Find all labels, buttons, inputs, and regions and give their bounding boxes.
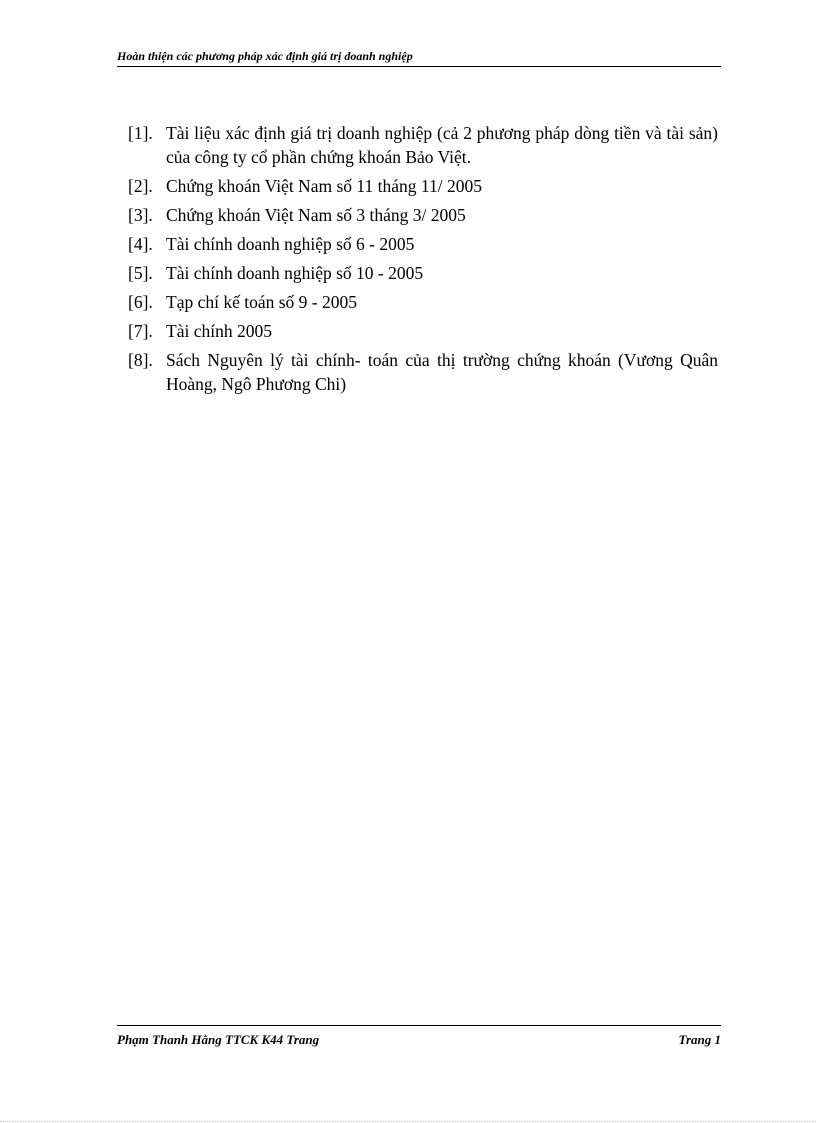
reference-list <box>128 121 718 401</box>
page-footer <box>117 1025 721 1048</box>
reference-text: Tài chính doanh nghiệp số 6 - 2005 <box>166 234 415 254</box>
reference-text: Chứng khoán Việt Nam số 11 tháng 11/ 2005 <box>166 176 482 196</box>
reference-text: Tạp chí kế toán số 9 - 2005 <box>166 292 357 312</box>
reference-number: [2]. <box>128 176 153 196</box>
reference-item <box>128 290 718 314</box>
reference-number: [6]. <box>128 292 153 312</box>
reference-number: [8]. <box>128 350 153 370</box>
page-bottom-divider <box>0 1121 816 1122</box>
reference-number: [4]. <box>128 234 153 254</box>
reference-item <box>128 174 718 198</box>
reference-item <box>128 203 718 227</box>
footer-page-number: Trang 1 <box>678 1032 721 1047</box>
reference-number: [3]. <box>128 205 153 225</box>
reference-number: [7]. <box>128 321 153 341</box>
reference-text: Tài liệu xác định giá trị doanh nghiệp (cả 2 phương pháp dòng tiền và tài sản) của công ty cổ phần chứng khoán Bảo Việt. <box>166 123 718 167</box>
header-title: Hoàn thiện các phương pháp xác định giá trị doanh nghiệp <box>117 49 413 63</box>
reference-number: [5]. <box>128 263 153 283</box>
reference-item <box>128 348 718 396</box>
page-header <box>117 48 721 67</box>
reference-item <box>128 121 718 169</box>
footer-author: Phạm Thanh Hằng TTCK K44 Trang <box>117 1032 320 1047</box>
reference-item <box>128 261 718 285</box>
reference-number: [1]. <box>128 123 153 143</box>
reference-item <box>128 319 718 343</box>
reference-text: Chứng khoán Việt Nam số 3 tháng 3/ 2005 <box>166 205 466 225</box>
reference-item <box>128 232 718 256</box>
reference-text: Tài chính 2005 <box>166 321 272 341</box>
reference-text: Sách Nguyên lý tài chính- toán của thị trường chứng khoán (Vương Quân Hoàng, Ngô Phương Chi) <box>166 350 718 394</box>
reference-text: Tài chính doanh nghiệp số 10 - 2005 <box>166 263 424 283</box>
